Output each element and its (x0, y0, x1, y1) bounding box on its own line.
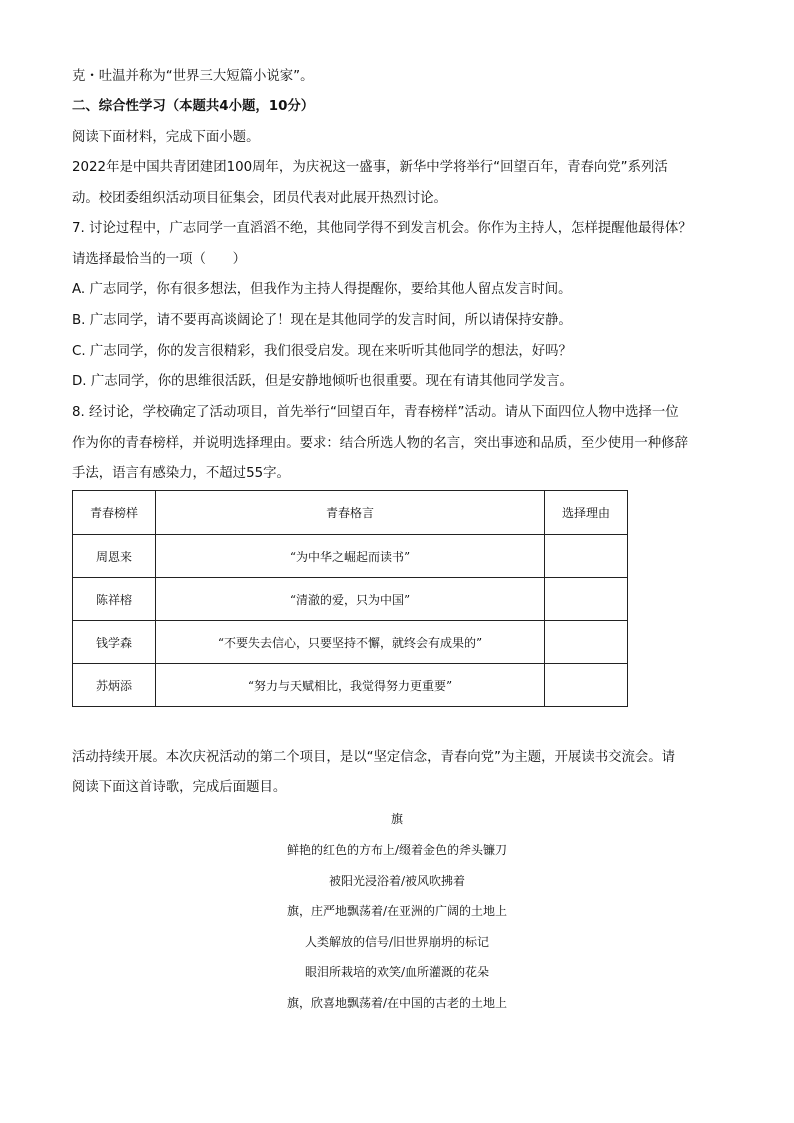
question-8-line-3: 手法，语言有感染力，不超过55字。 (72, 466, 290, 481)
header-motto: 青春格言 (156, 491, 545, 535)
poem-line: 旗，庄严地飘荡着/在亚洲的广阔的土地上 (286, 904, 508, 918)
header-role-model: 青春榜样 (73, 491, 156, 535)
activity-text-line-1: 活动持续开展。本次庆祝活动的第二个项目，是以“坚定信念，青春向党”为主题，开展读书交流会。请 (72, 750, 676, 765)
person-name: 钱学森 (73, 621, 156, 664)
person-name: 周恩来 (73, 535, 156, 578)
section-heading: 二、综合性学习（本题共4小题，10分） (72, 99, 315, 114)
person-motto: “不要失去信心，只要坚持不懈，就终会有成果的” (156, 621, 545, 664)
poem-line: 旗，欣喜地飘荡着/在中国的古老的土地上 (286, 996, 508, 1010)
table-header-row (73, 491, 628, 535)
table-row (73, 664, 628, 707)
paragraph-continuation: 克・吐温并称为“世界三大短篇小说家”。 (72, 69, 314, 84)
reason-cell (545, 664, 628, 707)
option-c: C. 广志同学，你的发言很精彩，我们很受启发。现在来听听其他同学的想法，好吗？ (72, 344, 572, 359)
header-reason: 选择理由 (545, 491, 628, 535)
option-d: D. 广志同学，你的思维很活跃，但是安静地倾听也很重要。现在有请其他同学发言。 (72, 374, 573, 389)
poem-line: 被阳光浸浴着/被风吹拂着 (328, 874, 466, 888)
table-row (73, 535, 628, 578)
person-motto: “为中华之崛起而读书” (156, 535, 545, 578)
person-motto: “清澈的爱，只为中国” (156, 578, 545, 621)
reason-cell (545, 535, 628, 578)
question-7-line-1: 7. 讨论过程中，广志同学一直滔滔不绝，其他同学得不到发言机会。你作为主持人，怎样提醒他最得体？ (72, 221, 692, 236)
reason-cell (545, 621, 628, 664)
option-a: A. 广志同学，你有很多想法，但我作为主持人得提醒你，要给其他人留点发言时间。 (72, 282, 572, 297)
reason-cell (545, 578, 628, 621)
person-motto: “努力与天赋相比，我觉得努力更重要” (156, 664, 545, 707)
table-row (73, 621, 628, 664)
person-name: 陈祥榕 (73, 578, 156, 621)
poem-title: 旗 (390, 812, 403, 826)
role-model-table (72, 490, 628, 707)
poem-line: 人类解放的信号/旧世界崩坍的标记 (304, 935, 490, 949)
person-name: 苏炳添 (73, 664, 156, 707)
activity-text-line-2: 阅读下面这首诗歌，完成后面题目。 (72, 780, 287, 795)
question-8-line-1: 8. 经讨论，学校确定了活动项目，首先举行“回望百年，青春榜样”活动。请从下面四位人物中选择一位 (72, 405, 679, 420)
question-8-line-2: 作为你的青春榜样，并说明选择理由。要求：结合所选人物的名言，突出事迹和品质，至少使用一种修辞 (72, 436, 688, 451)
poem-line: 鲜艳的红色的方布上/缀着金色的斧头镰刀 (286, 843, 508, 857)
instruction-text: 阅读下面材料，完成下面小题。 (72, 130, 260, 145)
material-line-2: 动。校团委组织活动项目征集会，团员代表对此展开热烈讨论。 (72, 191, 447, 206)
question-7-line-2: 请选择最恰当的一项（ ） (72, 252, 247, 267)
material-line-1: 2022年是中国共青团建团100周年，为庆祝这一盛事，新华中学将举行“回望百年，青春向党”系列活 (72, 160, 668, 175)
option-b: B. 广志同学，请不要再高谈阔论了！现在是其他同学的发言时间，所以请保持安静。 (72, 313, 572, 328)
poem-line: 眼泪所栽培的欢笑/血所灌溉的花朵 (304, 965, 490, 979)
table-row (73, 578, 628, 621)
